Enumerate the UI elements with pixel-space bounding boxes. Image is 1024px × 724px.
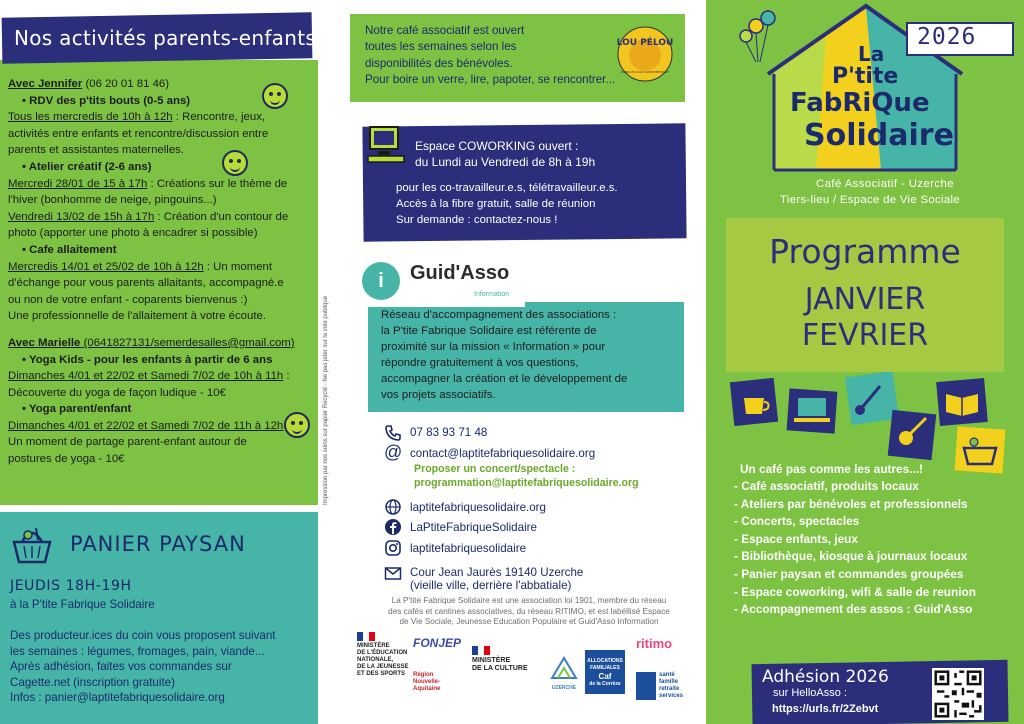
activity-line [8,451,320,468]
uzerche-logo: UZERCHE [548,652,580,692]
panier-schedule: JEUDIS 18H-19H [10,578,132,594]
activity-line [8,126,320,143]
instagram-link[interactable]: laptitefabriquesolidaire [410,542,527,555]
service-item: - Ateliers par bénévoles et professionnels [734,496,968,511]
smiley-icon [262,83,288,109]
adhesion-link[interactable]: https://urls.fr/2Zebvt [772,703,879,715]
activity-text: : Créations sur le thème de [147,177,288,190]
activity-line [8,385,320,402]
activity-text: Mercredi 28/01 de 15 à 17h [8,177,148,190]
brand-line-2: P'tite [832,64,899,89]
service-item: - Espace coworking, wifi & salle de reunion [734,584,976,599]
activity-text: : Un moment [203,260,273,273]
activity-text: parents et assistantes maternelles. [8,144,185,157]
cafe-line: toutes les semaines selon les [365,40,517,54]
coworking-hours: du Lundi au Vendredi de 8h à 19h [415,155,596,169]
activity-text: Découverte du yoga de façon ludique - 10€ [8,386,226,399]
activity-line [8,434,320,451]
guidasso-line: répondre gratuitement à vos questions, [381,357,579,370]
computer-icon [364,121,410,167]
activity-text: activités entre enfants et rencontre/discussion entre [8,127,269,140]
activity-text: : Création d'un contour de [154,210,289,223]
programme-month-1: JANVIER [804,282,926,317]
svg-text:LOU PÉLOU: LOU PÉLOU [616,38,674,48]
book-icon [936,378,988,426]
activity-text: Une professionnelle de l'allaitement à votre écoute. [8,310,266,323]
activity-text: (06 20 01 81 46) [82,78,170,90]
balloons-icon [740,11,775,62]
caf-logo: ALLOCATIONS FAMILIALES Caf de la Corrèze [585,650,625,694]
activity-line [8,225,320,242]
programmation-email[interactable]: programmation@laptitefabriquesolidaire.org [414,477,639,489]
year: 2026 [917,24,977,50]
guidasso-line: Réseau d'accompagnement des associations : [381,309,617,321]
activity-line [8,352,320,369]
activity-text: ou non de votre enfant - coparents bienvenus :) [8,293,248,306]
activity-line [8,192,320,209]
svg-text:MONNAIE LOCALE COMPLÉMENTAIRE: MONNAIE LOCALE COMPLÉMENTAIRE [621,71,669,74]
guidasso-line: accompagner la création et le développement de [381,373,628,386]
programme-month-2: FEVRIER [801,318,929,353]
activity-line [8,209,320,226]
activity-line [8,418,320,435]
activity-text: photo (apporter une photo à encadrer si possible) [8,227,258,240]
cafe-line: disponibilités des bénévoles. [365,56,513,70]
guidasso-text [381,307,681,404]
music-icon [845,372,899,425]
at-icon: @ [384,442,403,462]
activity-line [8,401,320,418]
coworking-line: Accès à la fibre gratuit, salle de réunion [396,198,596,211]
facebook-link[interactable]: LaPtiteFabriqueSolidaire [410,521,537,534]
cafe-line: Notre café associatif est ouvert [365,24,525,37]
laptop-icon [787,388,838,433]
coffee-cup-icon [730,378,778,426]
guidasso-name: Guid'Asso [410,262,510,284]
tagline-tiers-lieu: Tiers-lieu / Espace de Vie Sociale [780,194,960,206]
activity-text: Dimanches 4/01 et 22/02 et Samedi 7/02 de 10h à 11h [8,370,284,383]
activity-text: postures de yoga - 10€ [8,453,125,466]
services-list [734,478,1024,619]
activity-text: Dimanches 4/01 et 22/02 et Samedi 7/02 de 11h à 12h [8,419,284,432]
activity-text: Mercredis 14/01 et 25/02 de 10h à 12h [8,260,204,273]
activity-text: • RDV des p'tits bouts (0-5 ans) [22,94,191,107]
panier-description [10,628,310,706]
activity-text: Vendredi 13/02 de 15h à 17h [8,210,155,223]
info-icon: i [362,262,400,300]
cafe-line: Pour boire un verre, lire, papoter, se rencontrer... [365,73,616,87]
nouvelle-aquitaine-logo: Région Nouvelle- Aquitaine [413,672,441,692]
association-line: des cafés et cantines associatives, du réseau RITIMO, et est labéllisé Espace [388,606,670,616]
envelope-icon [384,564,402,582]
email-link[interactable]: contact@laptitefabriquesolidaire.org [410,447,596,460]
activity-text: • Yoga parent/enfant [22,403,132,416]
activity-line [8,275,320,292]
concert-label: Proposer un concert/spectacle : [414,463,576,475]
activity-text: : Rencontre, jeux, [172,111,266,124]
guidasso-line: proximité sur la mission « Information » pour [381,341,606,354]
fonjep-logo: FONJEP [413,636,462,650]
activity-line [8,335,320,352]
coworking-line: Sur demande : contactez-nous ! [396,214,558,227]
smiley-icon [284,412,310,438]
guidasso-line: la P'tite Fabrique Solidaire est référente de [381,325,597,338]
coworking-line: pour les co-travailleur.e.s, télétravailleur.e.s. [396,182,618,194]
activities-body [8,76,320,468]
brand-line-1: La [858,42,885,66]
association-line: La P'tite Fabrique Solidaire est une association loi 1901, membre du réseau [391,596,667,605]
panier-line: Des producteur.ices du coin vous proposent suivant [10,629,276,642]
phone-number[interactable]: 07 83 93 71 48 [410,426,488,439]
ministry-education-logo: MINISTÈRE DE L'ÉDUCATION NATIONALE, DE LA JEUNESSE ET DES SPORTS [357,632,415,678]
activity-text: l'hiver (bonhomme de neige, pingouins...) [8,194,217,207]
activity-text: • Cafe allaitement [22,243,117,256]
service-item: - Panier paysan et commandes groupées [734,566,964,581]
brand-line-3: FabRiQue [790,88,930,118]
panier-line: Après adhésion, faites vos commandes sur [10,660,232,674]
service-item: - Bibliothèque, kiosque à journaux locaux [734,549,968,564]
instagram-icon [384,539,402,557]
facebook-icon [384,518,402,536]
address: Cour Jean Jaurès 19140 Uzerche [410,566,584,579]
activity-text: (0641827131/semerdesailes@gmail.com) [80,336,295,349]
cafe-text [365,23,615,89]
activity-text: Tous les mercredis de 10h à 12h [8,111,173,124]
association-line: de Vie Sociale, Jeunesse Education Populaire et Guid'Asso Information [399,617,659,627]
service-item: - Café associatif, produits locaux [734,479,919,493]
coworking-title: Espace COWORKING ouvert : [415,139,579,153]
panier-line: les semaines : légumes, fromages, pain, viande... [10,644,265,658]
programme-title: Programme [769,232,961,271]
adhesion-sub: sur HelloAsso : [773,687,847,699]
uzerche-mark [548,652,580,682]
activity-text: d'échange pour vous parents allaitants, accompagné.e [8,277,284,290]
activities-title: Nos activités parents-enfants [14,26,317,50]
coworking-details [396,180,681,229]
activity-text: • Atelier créatif (2-6 ans) [22,160,152,173]
services-intro: Un café pas comme les autres...! [740,462,923,476]
print-note: Impression par nos soins sur papier Recyclé - Ne pas jeter sur la voie publique [323,295,329,505]
qr-code[interactable] [932,668,984,720]
activity-line [8,259,320,276]
service-item: - Concerts, spectacles [734,514,860,529]
panier-title: PANIER PAYSAN [70,532,246,556]
address-detail: (vieille ville, derrière l'abbatiale) [410,579,572,592]
tagline-cafe: Café Associatif - Uzerche [816,178,954,190]
activity-line [8,325,320,335]
adhesion-title: Adhésion 2026 [762,667,889,687]
ritimo-logo: ritimo [636,636,673,651]
lou-pelou-logo [614,25,676,83]
phone-icon [384,424,402,442]
service-item: - Espace enfants, jeux [734,531,858,546]
msa-logo: santé famille retraite services [636,672,686,702]
activity-line [8,142,320,159]
panier-location: à la P'tite Fabrique Solidaire [10,598,155,611]
association-note [362,596,696,628]
ministry-culture-logo: MINISTÈRE DE LA CULTURE [472,646,536,673]
panier-line: Cagette.net (inscription gratuite) [10,675,175,689]
guidasso-line: vos projets associatifs. [381,389,496,402]
activity-text: Un moment de partage parent-enfant autour de [8,436,247,449]
service-item: - Accompagnement des assos : Guid'Asso [734,602,973,617]
activity-line [8,176,320,193]
activity-line [8,292,320,309]
activity-line [8,159,320,176]
smiley-icon [222,150,248,176]
basket-icon [8,520,56,568]
activity-text: Avec Jennifer [8,78,83,90]
globe-icon [384,498,402,516]
website-link[interactable]: laptitefabriquesolidaire.org [410,501,546,514]
panier-line: Infos : panier@laptitefabriquesolidaire.org [10,691,225,705]
basket-tile-icon [955,426,1006,473]
activity-text: Avec Marielle [8,336,81,349]
activity-line [8,242,320,259]
activity-line [8,368,320,385]
brand-line-4: Solidaire [804,118,954,153]
activity-line [8,109,320,126]
activity-text: : [283,370,290,383]
guitar-icon [888,410,937,460]
guidasso-sub: Information [474,291,510,298]
activity-line [8,308,320,325]
activity-text: • Yoga Kids - pour les enfants à partir de 6 ans [22,353,273,366]
